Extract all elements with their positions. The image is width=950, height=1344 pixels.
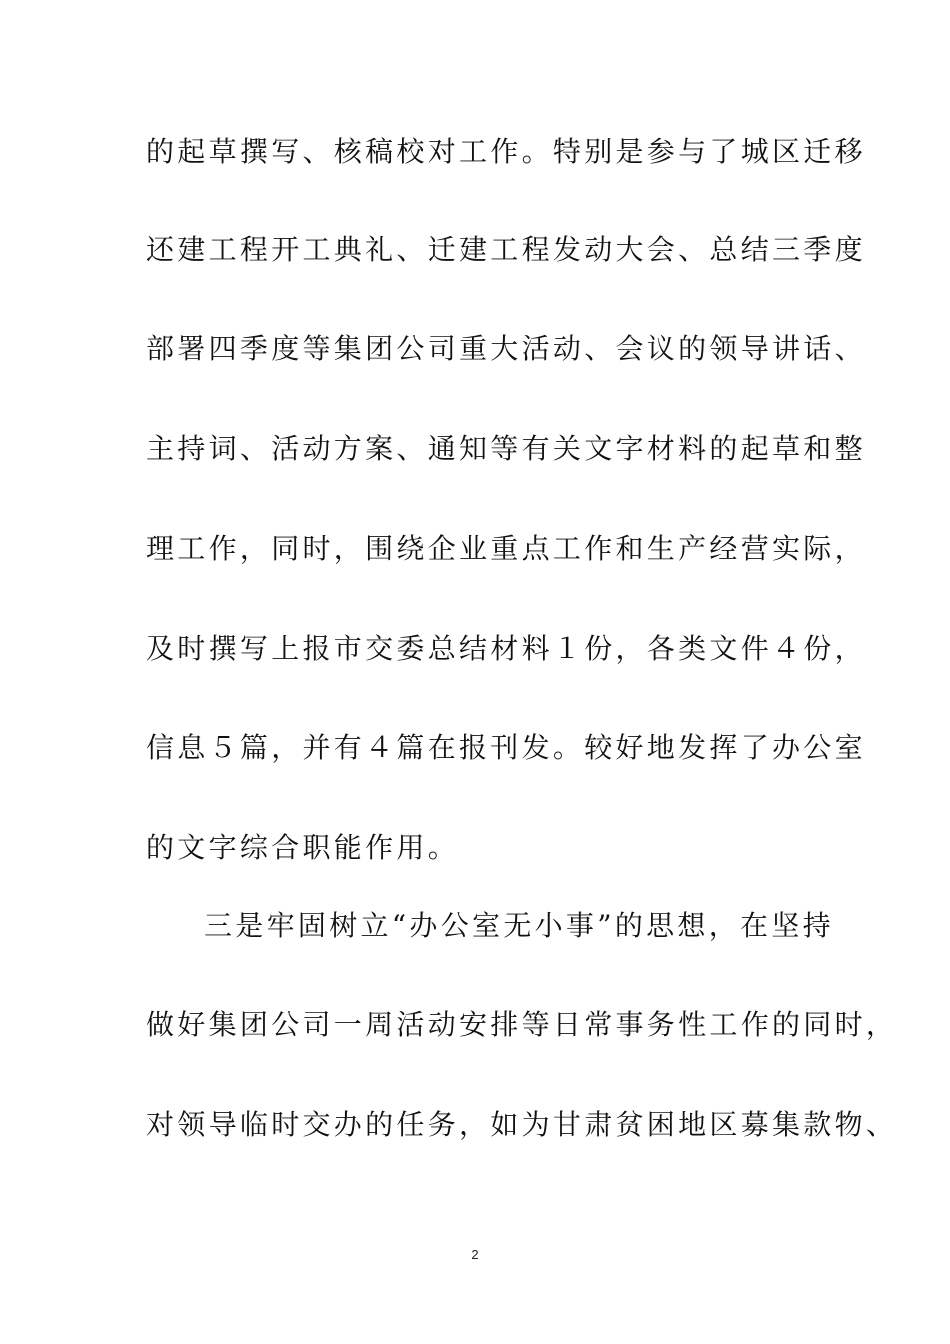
paragraph-start-line: 三是牢固树立“办公室无小事”的思想，在坚持 bbox=[204, 909, 834, 942]
body-text-line: 部署四季度等集团公司重大活动、会议的领导讲话、 bbox=[146, 332, 866, 365]
body-text-line: 主持词、活动方案、通知等有关文字材料的起草和整 bbox=[146, 432, 866, 465]
body-text-line: 的文字综合职能作用。 bbox=[146, 831, 460, 864]
body-text-line: 的起草撰写、核稿校对工作。特别是参与了城区迁移 bbox=[146, 135, 866, 168]
body-text-line: 信息５篇，并有４篇在报刊发。较好地发挥了办公室 bbox=[146, 731, 866, 764]
body-text-line: 还建工程开工典礼、迁建工程发动大会、总结三季度 bbox=[146, 233, 866, 266]
body-text-line: 理工作，同时，围绕企业重点工作和生产经营实际， bbox=[146, 532, 866, 565]
body-text-line: 及时撰写上报市交委总结材料１份，各类文件４份， bbox=[146, 632, 866, 665]
page-number: 2 bbox=[471, 1247, 479, 1262]
body-text-line: 做好集团公司一周活动安排等日常事务性工作的同时， bbox=[146, 1008, 898, 1041]
body-text-line: 对领导临时交办的任务，如为甘肃贫困地区募集款物、 bbox=[146, 1108, 898, 1141]
